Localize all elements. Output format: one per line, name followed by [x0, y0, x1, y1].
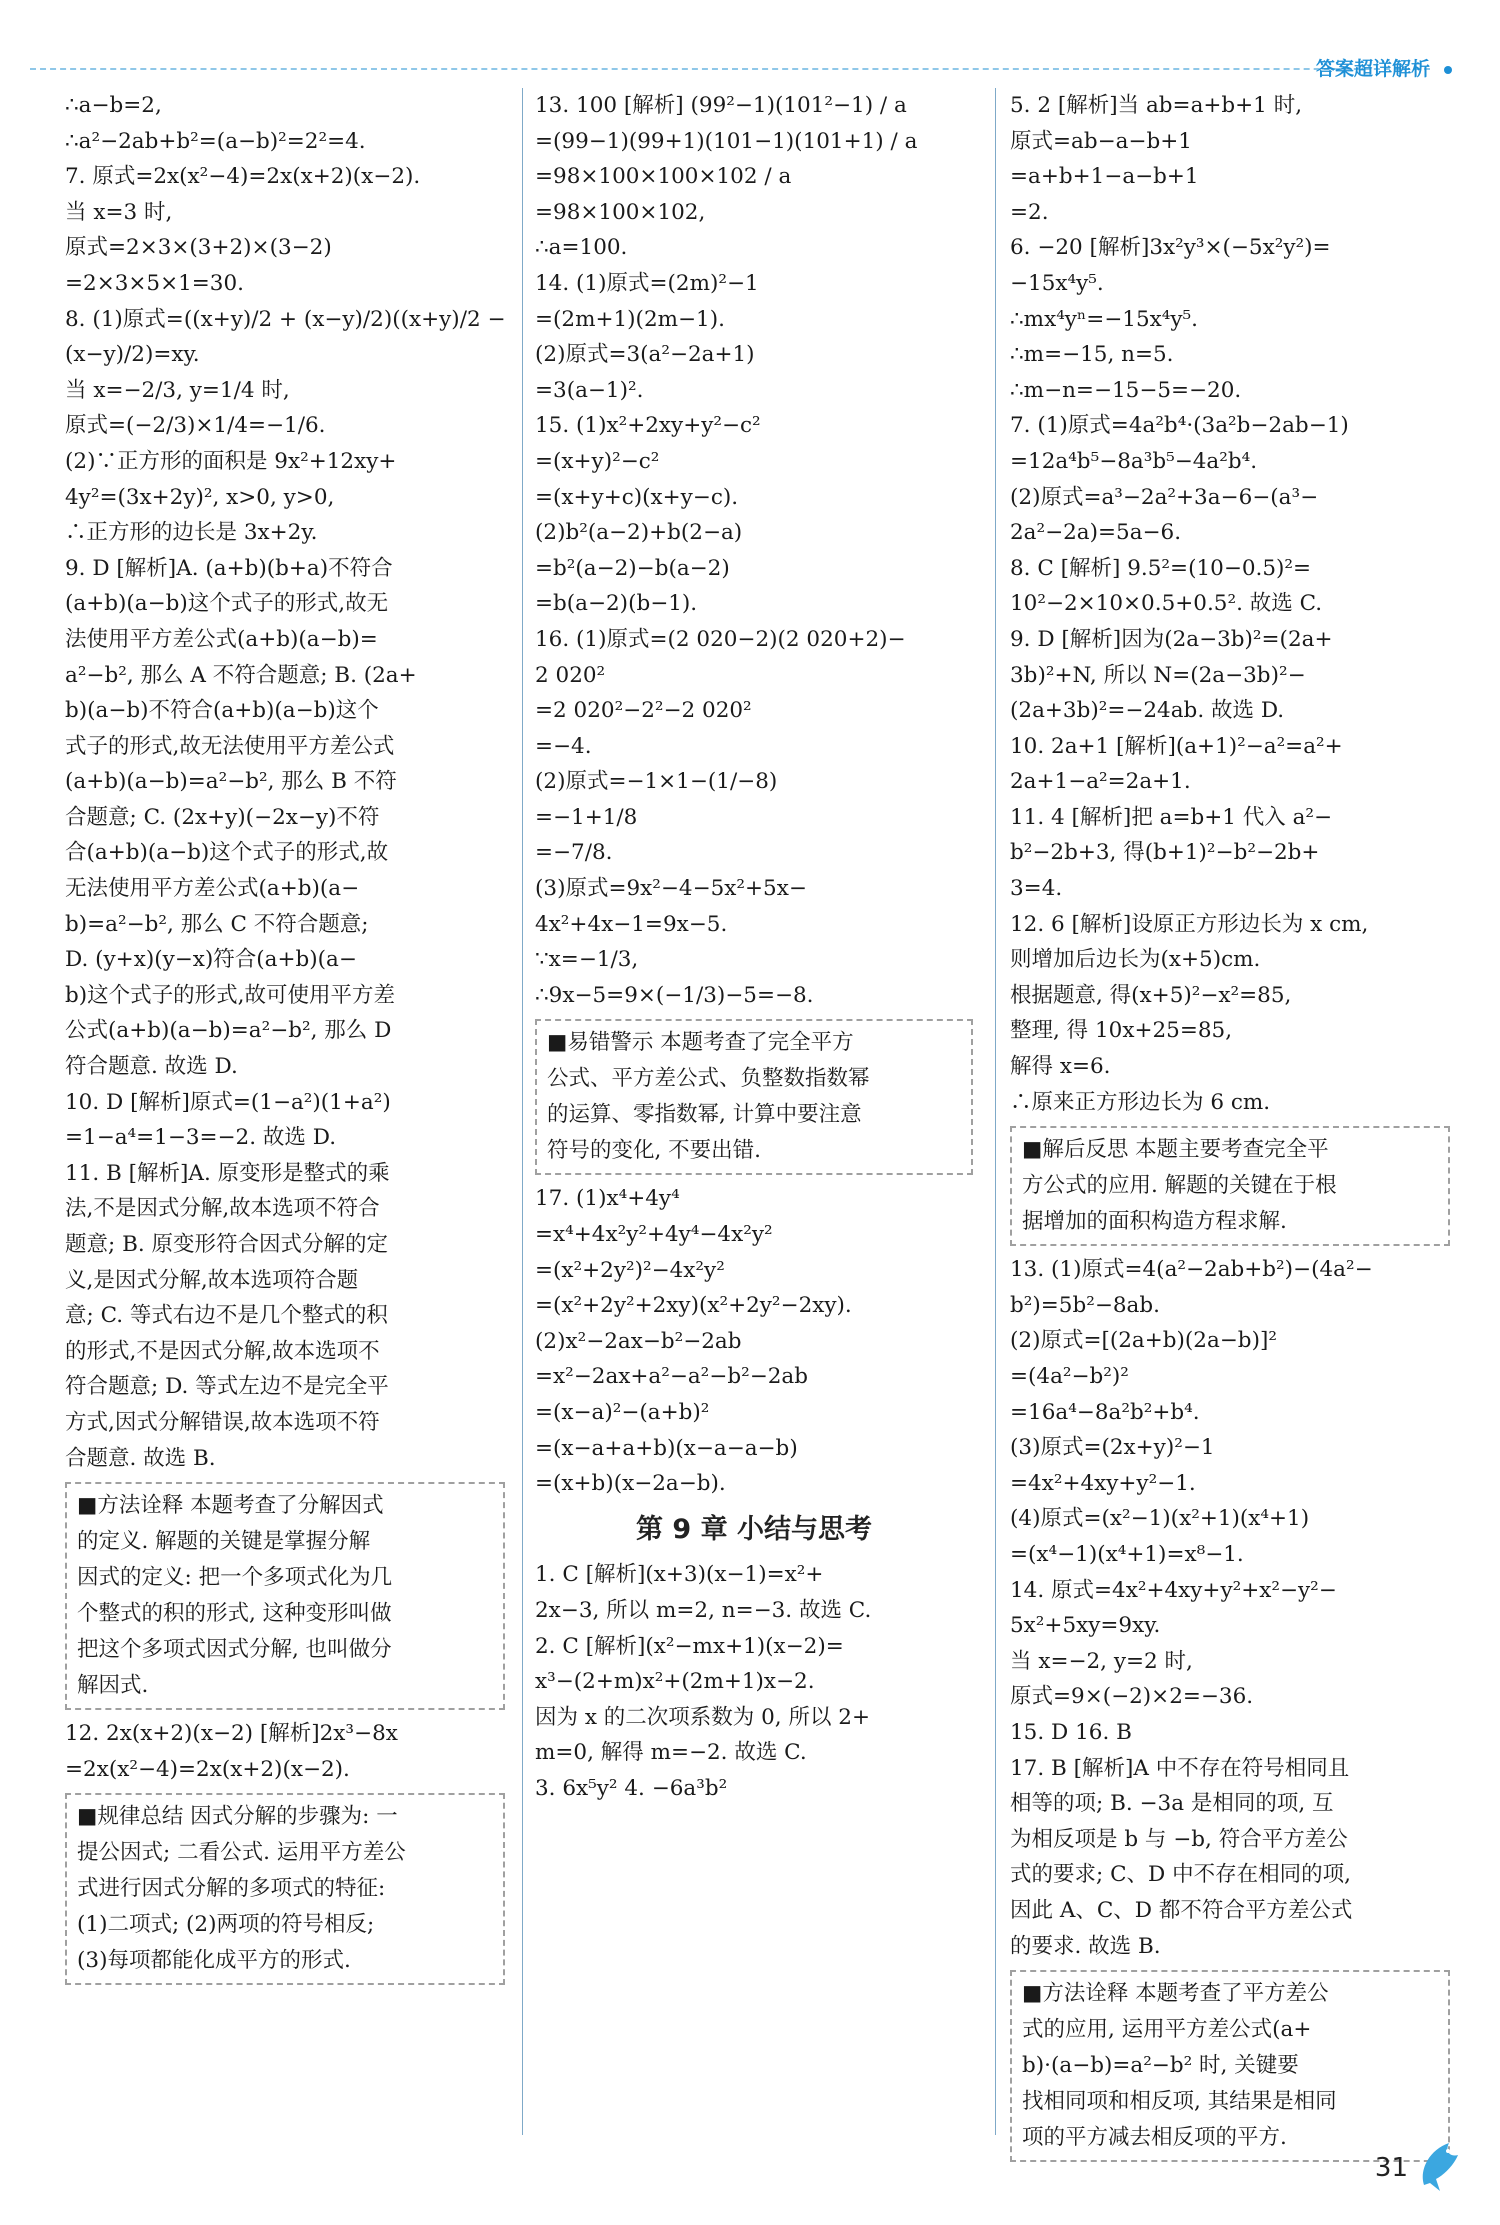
text-line: 2x−3, 所以 m=2, n=−3. 故选 C. — [535, 1597, 872, 1623]
text-line: 2a²−2a)=5a−6. — [1010, 520, 1182, 546]
text-line: (2)原式=−1×1−(1/−8) — [535, 769, 778, 795]
text-line: (2)x²−2ax−b²−2ab — [535, 1328, 742, 1354]
text-line: −15x⁴y⁵. — [1010, 270, 1104, 296]
text-line: 5x²+5xy=9xy. — [1010, 1613, 1161, 1639]
text-line: b²−2b+3, 得(b+1)²−b²−2b+ — [1010, 840, 1320, 866]
text-line: =(x²+2y²)²−4x²y² — [535, 1257, 725, 1283]
text-line: =(x+b)(x−2a−b). — [535, 1471, 726, 1497]
text-line: 12. 2x(x+2)(x−2) [解析]2x³−8x — [65, 1721, 398, 1747]
text-line: =x⁴+4x²y²+4y⁴−4x²y² — [535, 1222, 773, 1248]
text-line: =2×3×5×1=30. — [65, 270, 244, 296]
text-line: 解得 x=6. — [1010, 1054, 1111, 1080]
text-line: (4)原式=(x²−1)(x²+1)(x⁴+1) — [1010, 1506, 1310, 1532]
text-line: =16a⁴−8a²b²+b⁴. — [1010, 1399, 1200, 1425]
text-line: 因为 x 的二次项系数为 0, 所以 2+ — [535, 1704, 871, 1730]
text-line: =(x−a+a+b)(x−a−a−b) — [535, 1435, 798, 1461]
text-line: (1)二项式; (2)两项的符号相反; — [77, 1912, 375, 1938]
answer-column-3 — [1010, 88, 1450, 2168]
text-line: ■方法诠释 本题考查了分解因式 — [77, 1493, 384, 1519]
text-line: 2a+1−a²=2a+1. — [1010, 769, 1191, 795]
tip-box-rule — [65, 1793, 505, 1985]
text-line: 因此 A、C、D 都不符合平方差公式 — [1010, 1897, 1353, 1923]
text-line: 题意; B. 原变形符合因式分解的定 — [65, 1232, 389, 1257]
text-line: 解因式. — [77, 1673, 149, 1699]
text-line: b)(a−b)不符合(a+b)(a−b)这个 — [65, 698, 379, 724]
text-line: ■方法诠释 本题考查了平方差公 — [1022, 1981, 1329, 2007]
text-line: =b(a−2)(b−1). — [535, 591, 698, 617]
text-line: =(x+y+c)(x+y−c). — [535, 484, 739, 510]
header-rule — [30, 68, 1430, 70]
text-line: 原式=2×3×(3+2)×(3−2) — [65, 235, 332, 261]
tip-box-reflection — [1010, 1126, 1450, 1246]
text-line: 14. 原式=4x²+4xy+y²+x²−y²− — [1010, 1577, 1337, 1603]
text-line: 11. 4 [解析]把 a=b+1 代入 a²− — [1010, 804, 1333, 830]
text-line: =(x⁴−1)(x⁴+1)=x⁸−1. — [1010, 1541, 1244, 1567]
text-line: ■规律总结 因式分解的步骤为: 一 — [77, 1804, 398, 1830]
text-line: ∴a²−2ab+b²=(a−b)²=2²=4. — [65, 128, 366, 154]
text-line: (3)原式=(2x+y)²−1 — [1010, 1435, 1215, 1461]
text-line: =(99−1)(99+1)(101−1)(101+1) / a — [535, 128, 918, 154]
tip-box-method — [65, 1482, 505, 1710]
chapter-title: 第 9 章 小结与思考 — [636, 1513, 872, 1545]
text-line: ∴原来正方形边长为 6 cm. — [1010, 1089, 1271, 1115]
text-line: b)=a²−b², 那么 C 不符合题意; — [65, 911, 369, 937]
text-line: 找相同项和相反项, 其结果是相同 — [1022, 2089, 1337, 2115]
text-line: 项的平方减去相反项的平方. — [1022, 2125, 1287, 2151]
text-line: ∴a=100. — [535, 235, 628, 261]
text-line: 原式=(−2/3)×1/4=−1/6. — [65, 413, 326, 439]
text-line: 合题意. 故选 B. — [65, 1445, 216, 1471]
text-line: 合题意; C. (2x+y)(−2x−y)不符 — [65, 804, 380, 830]
text-line: =2 020²−2²−2 020² — [535, 698, 752, 724]
text-line: =98×100×102, — [535, 199, 706, 225]
dolphin-icon — [1414, 2135, 1464, 2195]
text-line: 7. (1)原式=4a²b⁴·(3a²b−2ab−1) — [1010, 413, 1349, 439]
text-line: 16. (1)原式=(2 020−2)(2 020+2)− — [535, 626, 906, 652]
text-line: =3(a−1)². — [535, 377, 644, 403]
text-line: ∴a−b=2, — [65, 93, 162, 118]
text-line: ∴m−n=−15−5=−20. — [1010, 377, 1242, 403]
text-line: 式子的形式,故无法使用平方差公式 — [65, 733, 395, 759]
tip-box-method-2 — [1010, 1970, 1450, 2162]
text-line: b)·(a−b)=a²−b² 时, 关键要 — [1022, 2053, 1299, 2079]
text-line: 把这个多项式因式分解, 也叫做分 — [77, 1637, 392, 1663]
text-line: 12. 6 [解析]设原正方形边长为 x cm, — [1010, 911, 1369, 937]
text-line: 10. D [解析]原式=(1−a²)(1+a²) — [65, 1089, 391, 1115]
text-line: 4x²+4x−1=9x−5. — [535, 911, 728, 937]
text-line: 无法使用平方差公式(a+b)(a− — [65, 876, 360, 902]
text-line: 8. (1)原式=((x+y)/2 + (x−y)/2)((x+y)/2 − — [65, 306, 505, 332]
text-line: 公式、平方差公式、负整数指数幂 — [547, 1066, 870, 1092]
text-line: 个整式的积的形式, 这种变形叫做 — [77, 1601, 392, 1627]
text-line: 的定义. 解题的关键是掌握分解 — [77, 1529, 371, 1555]
column-divider-1 — [522, 88, 523, 2135]
text-line: =98×100×100×102 / a — [535, 164, 792, 190]
text-line: 2. C [解析](x²−mx+1)(x−2)= — [535, 1633, 844, 1659]
text-line: ■解后反思 本题主要考查完全平 — [1022, 1137, 1329, 1163]
text-line: ■易错警示 本题考查了完全平方 — [547, 1030, 854, 1056]
text-line: (a+b)(a−b)=a²−b², 那么 B 不符 — [65, 769, 397, 795]
text-line: 9. D [解析]因为(2a−3b)²=(2a+ — [1010, 626, 1333, 652]
text-line: (3)原式=9x²−4−5x²+5x− — [535, 876, 807, 902]
text-line: 15. D 16. B — [1010, 1719, 1132, 1745]
text-line: (2)∵正方形的面积是 9x²+12xy+ — [65, 448, 397, 474]
text-line: (a+b)(a−b)这个式子的形式,故无 — [65, 591, 389, 617]
text-line: =(x−a)²−(a+b)² — [535, 1400, 710, 1425]
text-line: 方公式的应用. 解题的关键在于根 — [1022, 1173, 1337, 1199]
column-divider-2 — [995, 88, 996, 2135]
page-number: 31 — [1374, 2153, 1408, 2183]
text-line: =1−a⁴=1−3=−2. 故选 D. — [65, 1125, 337, 1151]
text-line: 1. C [解析](x+3)(x−1)=x²+ — [535, 1562, 824, 1588]
text-line: 4y²=(3x+2y)², x>0, y>0, — [65, 484, 335, 510]
text-line: 3=4. — [1010, 876, 1063, 902]
text-line: 原式=ab−a−b+1 — [1010, 128, 1192, 154]
text-line: 义,是因式分解,故本选项符合题 — [65, 1267, 359, 1293]
text-line: 符合题意; D. 等式左边不是完全平 — [65, 1374, 389, 1400]
text-line: b²)=5b²−8ab. — [1010, 1292, 1160, 1318]
text-line: 原式=9×(−2)×2=−36. — [1010, 1684, 1254, 1710]
text-line: =12a⁴b⁵−8a³b⁵−4a²b⁴. — [1010, 448, 1258, 474]
text-line: 为相反项是 b 与 −b, 符合平方差公 — [1010, 1826, 1348, 1852]
tip-box-mistake — [535, 1019, 973, 1175]
text-line: (3)每项都能化成平方的形式. — [77, 1948, 351, 1974]
text-line: (2)b²(a−2)+b(2−a) — [535, 520, 743, 546]
text-line: 公式(a+b)(a−b)=a²−b², 那么 D — [65, 1018, 392, 1044]
text-line: 提公因式; 二看公式. 运用平方差公 — [77, 1840, 406, 1866]
text-line: 5. 2 [解析]当 ab=a+b+1 时, — [1010, 93, 1303, 118]
text-line: =a+b+1−a−b+1 — [1010, 164, 1199, 190]
text-line: 的运算、零指数幂, 计算中要注意 — [547, 1102, 862, 1128]
text-line: 3. 6x⁵y² 4. −6a³b² — [535, 1775, 728, 1801]
text-line: 2 020² — [535, 662, 606, 688]
text-line: =4x²+4xy+y²−1. — [1010, 1470, 1196, 1496]
text-line: b)这个式子的形式,故可使用平方差 — [65, 982, 395, 1008]
text-line: (2)原式=3(a²−2a+1) — [535, 342, 755, 368]
text-line: 8. C [解析] 9.5²=(10−0.5)²= — [1010, 555, 1312, 581]
text-line: 式进行因式分解的多项式的特征: — [77, 1876, 386, 1902]
header-title: 答案超详解析 — [1316, 54, 1452, 81]
text-line: 3b)²+N, 所以 N=(2a−3b)²− — [1010, 662, 1306, 688]
text-line: (2a+3b)²=−24ab. 故选 D. — [1010, 698, 1285, 724]
text-line: ∴正方形的边长是 3x+2y. — [65, 520, 318, 546]
text-line: =b²(a−2)−b(a−2) — [535, 555, 730, 581]
text-line: 则增加后边长为(x+5)cm. — [1010, 947, 1261, 973]
answer-column-1 — [65, 88, 505, 1991]
text-line: =(x²+2y²+2xy)(x²+2y²−2xy). — [535, 1293, 852, 1319]
text-line: m=0, 解得 m=−2. 故选 C. — [535, 1740, 807, 1766]
text-line: 13. 100 [解析] (99²−1)(101²−1) / a — [535, 93, 907, 118]
text-line: =(2m+1)(2m−1). — [535, 306, 725, 332]
text-line: 当 x=3 时, — [65, 199, 173, 225]
text-line: 的要求. 故选 B. — [1010, 1933, 1161, 1959]
text-line: 10. 2a+1 [解析](a+1)²−a²=a²+ — [1010, 733, 1343, 759]
text-line: =(4a²−b²)² — [1010, 1364, 1129, 1389]
text-line: 11. B [解析]A. 原变形是整式的乘 — [65, 1160, 390, 1186]
text-line: 7. 原式=2x(x²−4)=2x(x+2)(x−2). — [65, 164, 421, 190]
text-line: (2)原式=[(2a+b)(2a−b)]² — [1010, 1328, 1277, 1354]
text-line: =2. — [1010, 199, 1049, 225]
text-line: 17. (1)x⁴+4y⁴ — [535, 1186, 680, 1212]
text-line: 方式,因式分解错误,故本选项不符 — [65, 1409, 380, 1435]
text-line: 意; C. 等式右边不是几个整式的积 — [65, 1303, 388, 1329]
text-line: 的形式,不是因式分解,故本选项不 — [65, 1338, 380, 1364]
text-line: =(x+y)²−c² — [535, 448, 660, 474]
text-line: (2)原式=a³−2a²+3a−6−(a³− — [1010, 484, 1319, 510]
text-line: 13. (1)原式=4(a²−2ab+b²)−(4a²− — [1010, 1257, 1373, 1283]
text-line: 17. B [解析]A 中不存在符号相同且 — [1010, 1755, 1350, 1781]
text-line: =−1+1/8 — [535, 804, 638, 830]
text-line: ∵x=−1/3, — [535, 947, 639, 973]
text-line: 式的应用, 运用平方差公式(a+ — [1022, 2017, 1312, 2043]
text-line: 当 x=−2, y=2 时, — [1010, 1648, 1193, 1674]
text-line: 法使用平方差公式(a+b)(a−b)= — [65, 626, 378, 652]
text-line: 式的要求; C、D 中不存在相同的项, — [1010, 1862, 1351, 1888]
text-line: x³−(2+m)x²+(2m+1)x−2. — [535, 1669, 815, 1695]
text-line: 因式的定义: 把一个多项式化为几 — [77, 1565, 393, 1591]
text-line: 当 x=−2/3, y=1/4 时, — [65, 377, 290, 403]
text-line: 符合题意. 故选 D. — [65, 1054, 238, 1080]
text-line: D. (y+x)(y−x)符合(a+b)(a− — [65, 947, 357, 973]
text-line: 6. −20 [解析]3x²y³×(−5x²y²)= — [1010, 235, 1331, 261]
text-line: 10²−2×10×0.5+0.5². 故选 C. — [1010, 591, 1323, 617]
text-line: 9. D [解析]A. (a+b)(b+a)不符合 — [65, 555, 393, 581]
text-line: 符号的变化, 不要出错. — [547, 1138, 762, 1164]
text-line: =−7/8. — [535, 840, 613, 866]
text-line: 据增加的面积构造方程求解. — [1022, 1209, 1287, 1235]
text-line: 15. (1)x²+2xy+y²−c² — [535, 413, 761, 439]
text-line: a²−b², 那么 A 不符合题意; B. (2a+ — [65, 662, 417, 688]
text-line: ∴m=−15, n=5. — [1010, 342, 1174, 368]
text-line: ∴mx⁴yⁿ=−15x⁴y⁵. — [1010, 306, 1198, 332]
text-line: 相等的项; B. −3a 是相同的项, 互 — [1010, 1791, 1334, 1817]
text-line: 整理, 得 10x+25=85, — [1010, 1018, 1233, 1044]
answer-column-2 — [535, 88, 973, 1807]
text-line: 合(a+b)(a−b)这个式子的形式,故 — [65, 840, 389, 866]
text-line: 法,不是因式分解,故本选项不符合 — [65, 1196, 380, 1222]
text-line: 14. (1)原式=(2m)²−1 — [535, 270, 759, 296]
text-line: 根据题意, 得(x+5)²−x²=85, — [1010, 982, 1292, 1008]
text-line: =2x(x²−4)=2x(x+2)(x−2). — [65, 1756, 350, 1782]
text-line: =−4. — [535, 733, 592, 759]
header-dot-icon — [1444, 66, 1452, 74]
text-line: =x²−2ax+a²−a²−b²−2ab — [535, 1364, 808, 1390]
text-line: ∴9x−5=9×(−1/3)−5=−8. — [535, 982, 814, 1008]
text-line: (x−y)/2)=xy. — [65, 342, 200, 368]
